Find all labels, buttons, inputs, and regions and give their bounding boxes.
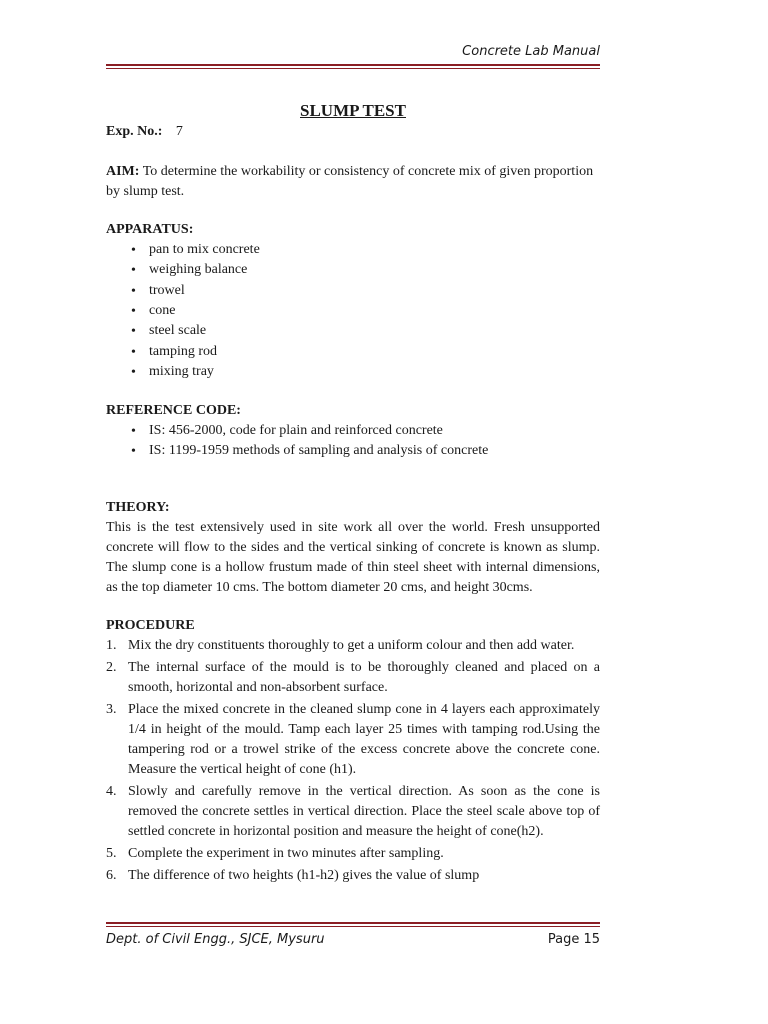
step-number: 5. — [106, 846, 117, 861]
bullet-icon: • — [131, 324, 136, 339]
bullet-icon: • — [131, 263, 136, 278]
apparatus-item: weighing balance — [149, 262, 248, 277]
theory-line: as the top diameter 10 cms. The bottom diameter 20 cms, and height 30cms. — [106, 580, 533, 595]
step-line: Complete the experiment in two minutes after sampling. — [128, 846, 444, 861]
step-line: The internal surface of the mould is to be thoroughly cleaned and placed on a — [128, 660, 600, 675]
theory-line: This is the test extensively used in site work all over the world. Fresh unsupported — [106, 520, 600, 535]
header-rule — [106, 64, 600, 69]
step-number: 2. — [106, 660, 117, 675]
aim-line-2: by slump test. — [106, 184, 185, 199]
exp-no-value: 7 — [175, 124, 183, 139]
theory-line: concrete will flow to the sides and the vertical sinking of concrete is known as slump. — [106, 540, 600, 555]
bullet-icon: • — [131, 424, 136, 439]
step-line: Place the mixed concrete in the cleaned slump cone in 4 layers each approximately — [128, 702, 600, 717]
step-line: Measure the vertical height of cone (h1). — [128, 762, 357, 777]
apparatus-heading: APPARATUS: — [106, 222, 194, 237]
apparatus-item: mixing tray — [149, 364, 214, 379]
step-line: Slowly and carefully remove in the vertical direction. As soon as the cone is — [128, 784, 600, 799]
reference-heading: REFERENCE CODE: — [106, 403, 241, 418]
step-number: 1. — [106, 638, 117, 653]
apparatus-item: cone — [149, 303, 176, 318]
footer-department: Dept. of Civil Engg., SJCE, Mysuru — [106, 932, 325, 947]
aim-label: AIM: — [106, 164, 140, 179]
step-line: The difference of two heights (h1-h2) gives the value of slump — [128, 868, 480, 883]
apparatus-item: steel scale — [149, 323, 207, 338]
page-title: SLUMP TEST — [300, 101, 406, 120]
apparatus-item: trowel — [149, 283, 185, 298]
step-number: 3. — [106, 702, 117, 717]
exp-no-label: Exp. No.: — [106, 124, 163, 139]
step-number: 4. — [106, 784, 117, 799]
aim-text: To determine the workability or consistency of concrete mix of given proportion — [142, 164, 594, 179]
bullet-icon: • — [131, 365, 136, 380]
theory-line: The slump cone is a hollow frustum made of thin steel sheet with internal dimensions, — [106, 560, 600, 575]
apparatus-item: pan to mix concrete — [149, 242, 260, 257]
step-line: settled concrete in horizontal position and measure the height of cone(h2). — [128, 824, 544, 839]
bullet-icon: • — [131, 284, 136, 299]
bullet-icon: • — [131, 243, 136, 258]
page-number: Page 15 — [547, 932, 600, 947]
apparatus-item: tamping rod — [149, 344, 218, 359]
step-number: 6. — [106, 868, 117, 883]
reference-item: IS: 1199-1959 methods of sampling and analysis of concrete — [149, 443, 489, 458]
bullet-icon: • — [131, 345, 136, 360]
step-line: removed the concrete settles in vertical direction. Place the steel scale above top of — [128, 804, 600, 819]
theory-heading: THEORY: — [106, 500, 170, 515]
reference-item: IS: 456-2000, code for plain and reinforced concrete — [149, 423, 443, 438]
bullet-icon: • — [131, 304, 136, 319]
step-line: smooth, horizontal and non-absorbent surface. — [128, 680, 388, 695]
footer-rule — [106, 922, 600, 927]
running-header: Concrete Lab Manual — [462, 44, 600, 59]
step-line: Mix the dry constituents thoroughly to get a uniform colour and then add water. — [128, 638, 575, 653]
step-line: tampering rod or a trowel strike of the excess concrete above the concrete cone. — [128, 742, 600, 757]
aim-line-1 — [106, 164, 593, 180]
bullet-icon: • — [131, 444, 136, 459]
exp-no — [106, 124, 183, 140]
procedure-heading: PROCEDURE — [106, 618, 195, 633]
step-line: 1/4 in height of the mould. Tamp each layer 25 times with tamping rod.Using the — [128, 722, 600, 737]
